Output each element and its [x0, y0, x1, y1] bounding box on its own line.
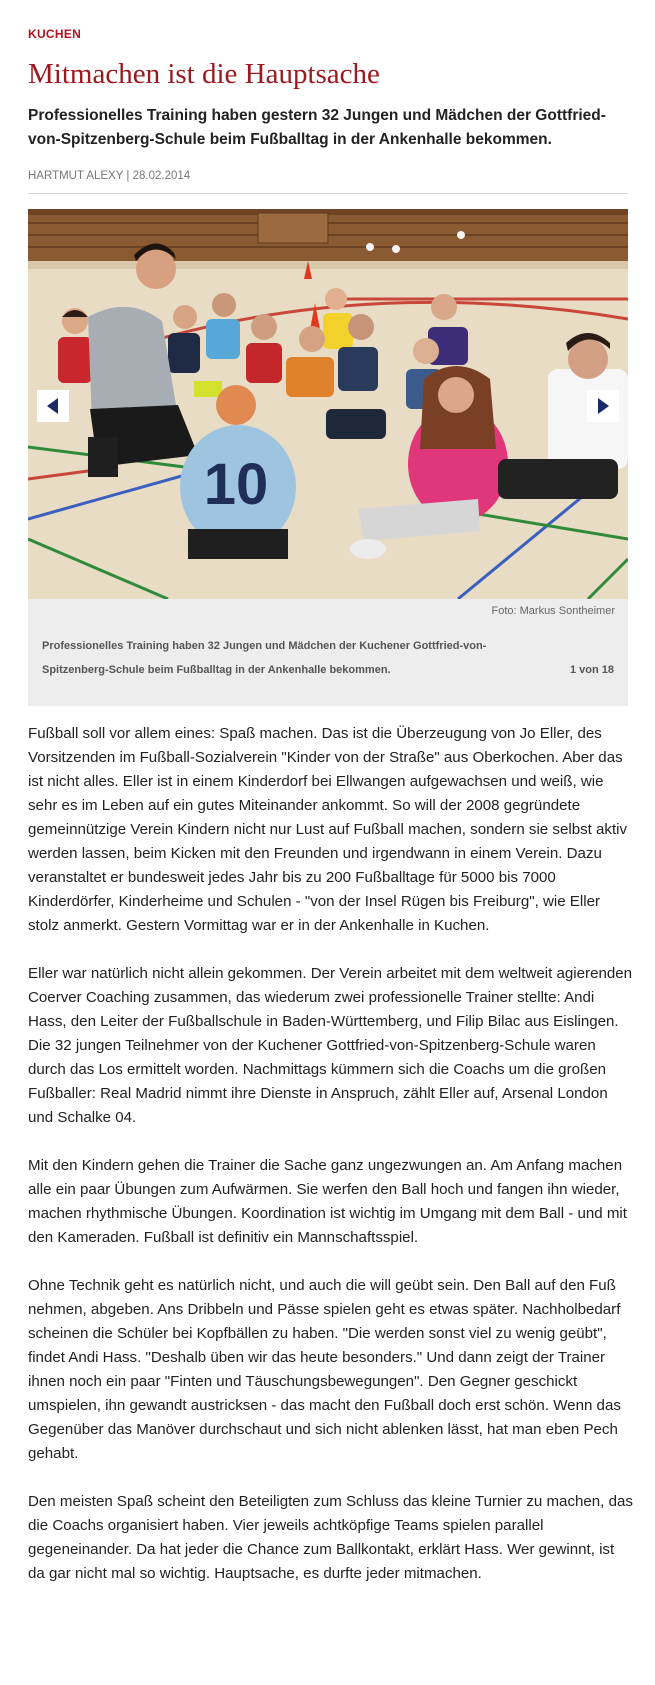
gallery-prev-button[interactable]: [37, 390, 69, 422]
image-gallery: [28, 209, 628, 706]
photo-caption: Professionelles Training haben 32 Jungen und Mädchen der Kuchener Gottfried-von-Spitzenberg-Schule beim Fußballtag in der Ankenhalle bekommen.: [42, 640, 487, 676]
body-paragraph: Den meisten Spaß scheint den Beteiligten zum Schluss das kleine Turnier zu machen, das die Coachs organisiert haben. Vier jeweils achtköpfige Teams spielen parallel gegeneinander. Da hat jeder die Chance zum Ballkontakt, erklärt Hass. Wer gewinnt, ist da gar nicht mal so wichtig. Hauptsache, es durfte jeder mitmachen.: [28, 1493, 633, 1582]
byline: HARTMUT ALEXY | 28.02.2014: [28, 170, 191, 182]
chevron-left-icon: [46, 398, 60, 414]
body-paragraph: Ohne Technik geht es natürlich nicht, und auch die will geübt sein. Den Ball auf den Fuß nehmen, abgeben. Ans Dribbeln und Pässe spielen geht es etwas später. Nachholbedarf scheinen die Schüler bei Kopfbällen zu haben. "Die werden sonst viel zu wenig geübt", findet Andi Hass. "Deshalb üben wir das heute besonders." Und dann zeigt der Trainer ihnen noch ein paar "Finten und Täuschungsbewegungen". Den Gegner geschickt umspielen, ihn gewandt austricksen - das macht den Fußball doch erst schön. Wenn das Gegenüber das Manöver durchschaut und sich nicht ablenken lässt, hat man eben Pech gehabt.: [28, 1277, 621, 1462]
article-teaser: Professionelles Training haben gestern 32 Jungen und Mädchen der Gottfried-von-Spitzenberg-Schule beim Fußballtag in der Ankenhalle bekommen.: [28, 107, 606, 148]
gallery-counter: 1 von 18: [569, 664, 614, 676]
article-body: [28, 722, 633, 1610]
body-paragraph: Mit den Kindern gehen die Trainer die Sache ganz ungezwungen an. Am Anfang machen alle ein paar Übungen zum Aufwärmen. Sie werfen den Ball hoch und fangen ihn wieder, machen rhythmische Übungen. Koordination ist wichtig im Umgang mit dem Ball - und mit den Kameraden. Fußball ist definitiv ein Mannschaftsspiel.: [28, 1157, 627, 1246]
section-label[interactable]: KUCHEN: [28, 27, 82, 41]
body-paragraph: Fußball soll vor allem eines: Spaß machen. Das ist die Überzeugung von Jo Eller, des Vorsitzenden im Fußball-Sozialverein "Kinder von der Straße" aus Oberkochen. Aber das ist nicht alles. Eller ist in einem Kinderdorf bei Ellwangen aufgewachsen und weiß, wie sehr es im Leben auf ein gutes Miteinander ankommt. So will der 2008 gegründete gemeinnützige Verein Kindern nicht nur Lust auf Fußball machen, sondern sie selbst aktiv werden lassen, beim Kicken mit den Freunden und irgendwann in einem Verein. Dazu veranstaltet er bundesweit jedes Jahr bis zu 200 Fußballtage für 5000 bis 7000 Kinderdörfer, Kinderheime und Schulen - "von der Insel Rügen bis Freiburg", wie Eller stolz anmerkt. Gestern Vormittag war er in der Ankenhalle in Kuchen.: [28, 725, 628, 934]
jersey-number: 10: [203, 452, 269, 517]
chevron-right-icon: [596, 398, 610, 414]
article-headline: Mitmachen ist die Hauptsache: [28, 58, 380, 90]
body-paragraph: Eller war natürlich nicht allein gekommen. Der Verein arbeitet mit dem weltweit agierenden Coerver Coaching zusammen, das wiederum zwei professionelle Trainer stellte: Andi Hass, den Leiter der Fußballschule in Baden-Württemberg, und Filip Bilac aus Eislingen. Die 32 jungen Teilnehmer von der Kuchener Gottfried-von-Spitzenberg-Schule waren durch das Los ermittelt worden. Nachmittags kümmern sich die Coachs um die großen Fußballer: Real Madrid nimmt ihre Dienste in Anspruch, zählt Eller auf, Arsenal London und Schalke 04.: [28, 965, 633, 1126]
gallery-next-button[interactable]: [587, 390, 619, 422]
divider: [28, 193, 628, 194]
gallery-photo[interactable]: [28, 209, 628, 599]
photo-credit: Foto: Markus Sontheimer: [491, 605, 615, 617]
